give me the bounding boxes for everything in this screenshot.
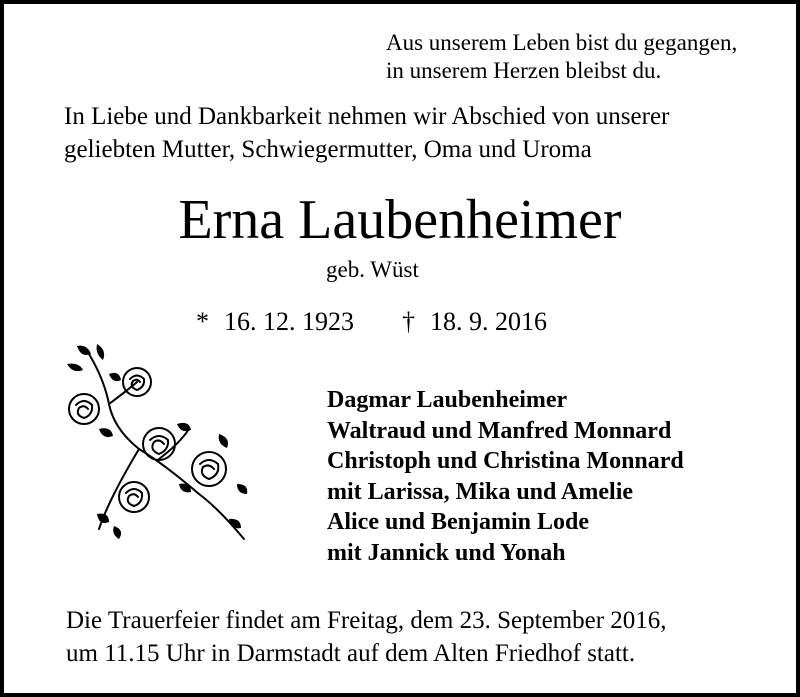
ceremony-line-2: um 11.15 Uhr in Darmstadt auf dem Alten Friedhof statt.: [66, 640, 636, 667]
mourner-line: Waltraud und Manfred Monnard: [327, 417, 672, 444]
intro-line-1: In Liebe und Dankbarkeit nehmen wir Abschied von unserer: [64, 103, 670, 130]
ceremony-text: [66, 604, 667, 670]
maiden-name: geb. Wüst: [326, 257, 419, 282]
motto-verse: [386, 29, 737, 85]
mourner-line: Alice und Benjamin Lode: [327, 509, 590, 536]
intro-text: [64, 100, 669, 166]
death-symbol: †: [402, 307, 415, 336]
motto-line-1: Aus unserem Leben bist du gegangen,: [386, 30, 738, 55]
mourner-line: Christoph und Christina Monnard: [327, 448, 684, 475]
mourner-line: mit Jannick und Yonah: [327, 539, 566, 566]
intro-line-2: geliebten Mutter, Schwiegermutter, Oma und Uroma: [64, 136, 592, 163]
death-date: 18. 9. 2016: [430, 307, 547, 336]
ceremony-line-1: Die Trauerfeier findet am Freitag, dem 23. September 2016,: [66, 607, 667, 634]
deceased-name: Erna Laubenheimer: [178, 189, 622, 251]
birth-date: 16. 12. 1923: [224, 307, 354, 336]
rose-branch-icon: [59, 334, 259, 544]
mourner-line: Dagmar Laubenheimer: [327, 387, 568, 413]
birth-symbol: *: [196, 307, 209, 336]
mourner-line: mit Larissa, Mika und Amelie: [327, 478, 634, 505]
motto-line-2: in unserem Herzen bleibst du.: [386, 58, 662, 83]
mourners-list: [327, 385, 684, 569]
